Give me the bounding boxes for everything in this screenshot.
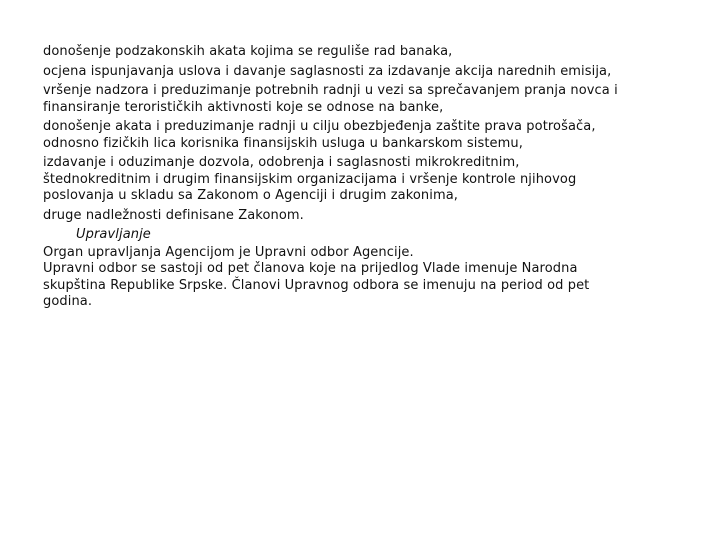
- section-heading: Upravljanje: [76, 227, 151, 242]
- paragraph: Organ upravljanja Agencijom je Upravni odbor Agencije.: [43, 244, 414, 260]
- list-item: druge nadležnosti definisane Zakonom.: [43, 207, 304, 223]
- list-item: vršenje nadzora i preduzimanje potrebnih radnji u vezi sa sprečavanjem pranja novca i finansiranje terorističkih aktivnosti koje se odnose na banke,: [43, 83, 618, 115]
- list-item: izdavanje i oduzimanje dozvola, odobrenja i saglasnosti mikrokreditnim, štednokreditnim i drugim finansijskim organizacijama i vršenje kontrole njihovog poslovanja u skladu sa Zakonom o Agenciji i drugim zakonima,: [43, 155, 577, 203]
- paragraph: Upravni odbor se sastoji od pet članova koje na prijedlog Vlade imenuje Narodna skupština Republike Srpske. Članovi Upravnog odbora se imenuju na period od pet godina.: [43, 261, 590, 309]
- document-body: [43, 44, 683, 314]
- list-item: donošenje akata i preduzimanje radnji u cilju obezbjeđenja zaštite prava potrošača, odnosno fizičkih lica korisnika finansijskih usluga u bankarskom sistemu,: [43, 119, 596, 151]
- list-item: donošenje podzakonskih akata kojima se reguliše rad banaka,: [43, 44, 453, 59]
- list-item: ocjena ispunjavanja uslova i davanje saglasnosti za izdavanje akcija narednih emisija,: [43, 63, 612, 79]
